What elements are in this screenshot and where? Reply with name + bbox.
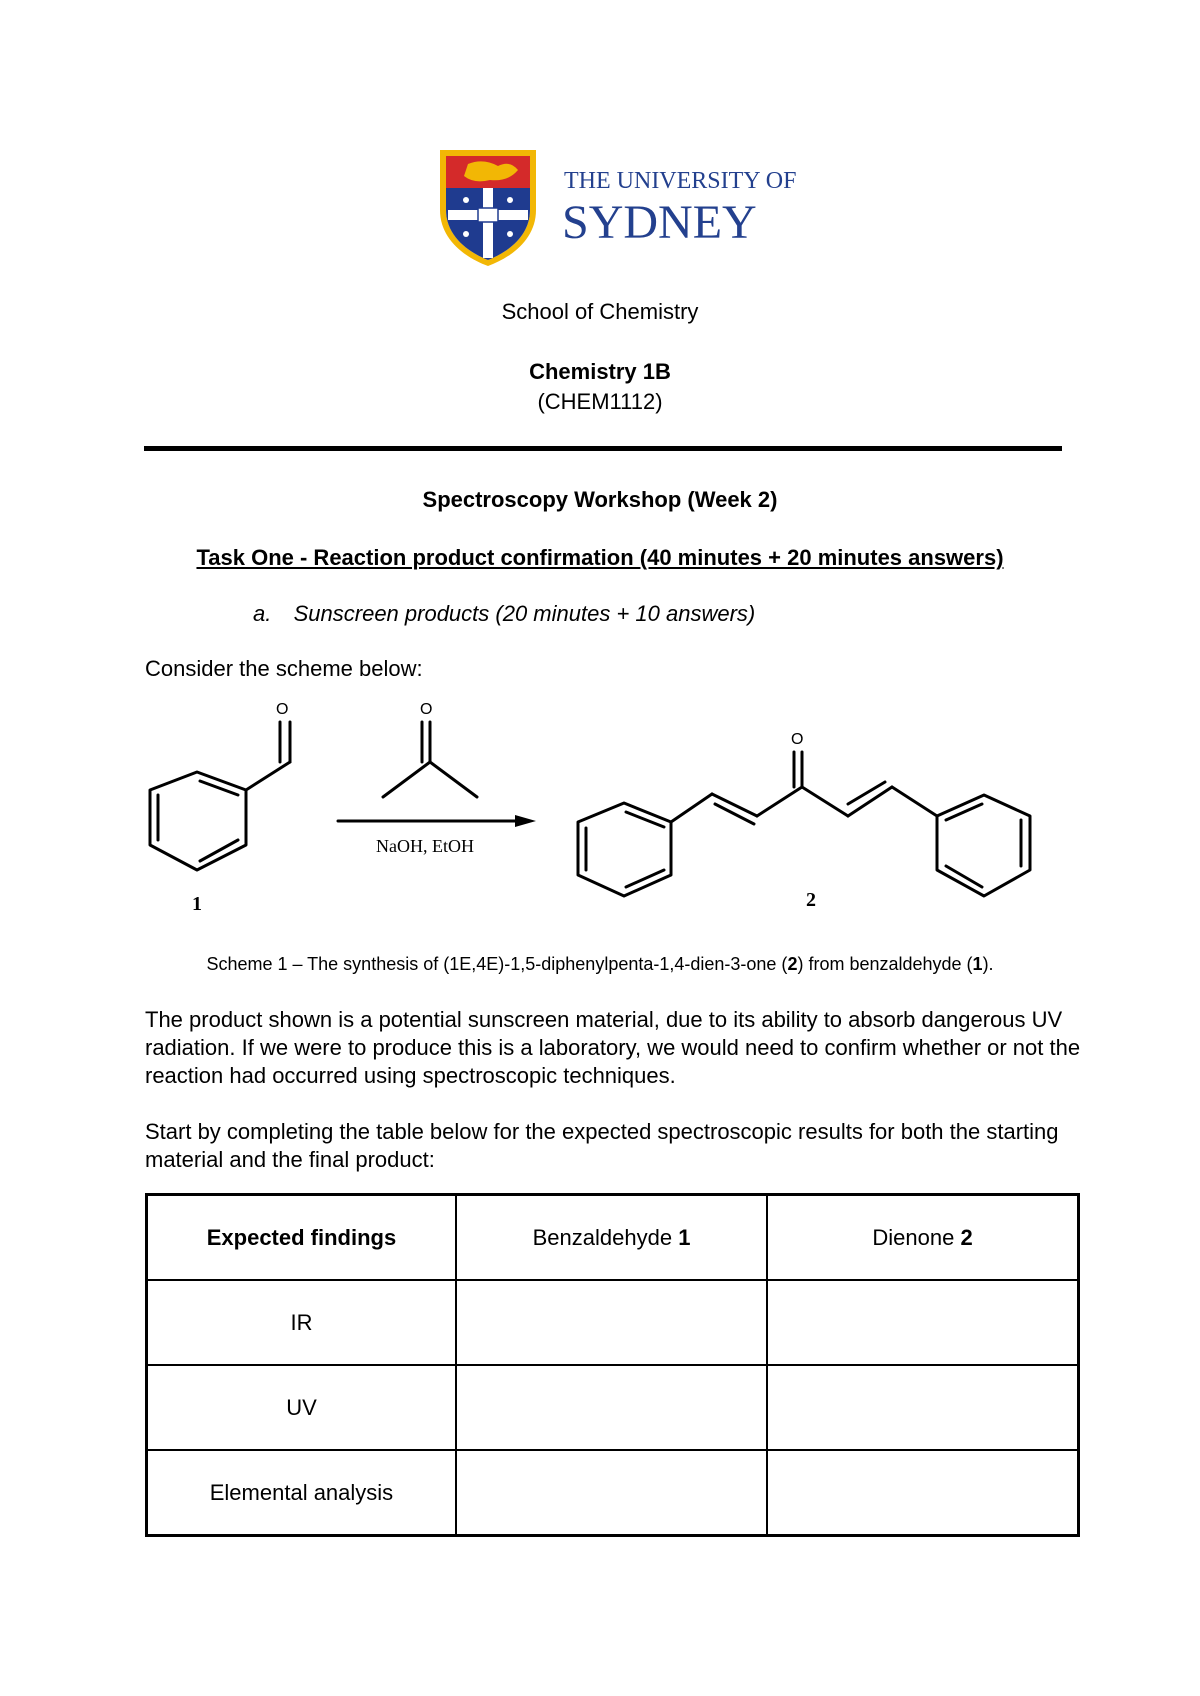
horizontal-rule xyxy=(144,446,1062,451)
subtask-marker: a. xyxy=(253,601,272,626)
header-benzaldehyde: Benzaldehyde 1 xyxy=(456,1195,767,1281)
table-header-row xyxy=(147,1195,1079,1281)
reaction-scheme xyxy=(140,700,1080,920)
caption-prefix: Scheme 1 – The synthesis of (1E,4E)-1,5-diphenylpenta-1,4-dien-3-one ( xyxy=(206,954,788,974)
compound-1-label: 1 xyxy=(192,893,202,915)
course-code: (CHEM1112) xyxy=(537,389,663,414)
caption-product-number: 2 xyxy=(787,954,798,974)
university-crest-icon xyxy=(438,148,797,268)
row-label-elemental-analysis: Elemental analysis xyxy=(147,1450,456,1536)
subtask-text: Sunscreen products (20 minutes + 10 answers) xyxy=(293,601,756,626)
university-name-line2: SYDNEY xyxy=(562,196,757,249)
benzaldehyde-structure xyxy=(150,722,290,870)
oxygen-label-2: O xyxy=(420,701,433,718)
school-name: School of Chemistry xyxy=(501,299,699,324)
reagents-label: NaOH, EtOH xyxy=(376,836,474,856)
table-row xyxy=(147,1450,1079,1536)
row-label-uv: UV xyxy=(147,1365,456,1450)
scheme-intro: Consider the scheme below: xyxy=(145,656,423,681)
answer-cell-dienone-ir[interactable] xyxy=(767,1280,1078,1365)
row-label-ir: IR xyxy=(147,1280,456,1365)
header-expected-findings: Expected findings xyxy=(147,1195,456,1281)
university-name-line1: THE UNIVERSITY OF xyxy=(564,168,797,194)
answer-cell-dienone-uv[interactable] xyxy=(767,1365,1078,1450)
table-row xyxy=(147,1365,1079,1450)
subtask-item xyxy=(253,600,755,628)
paragraph-sunscreen: The product shown is a potential sunscreen material, due to its ability to absorb dangerous UV radiation. If we were to produce this is a laboratory, we would need to confirm whether or not the reaction had occurred using spectroscopic techniques. xyxy=(145,1007,1081,1088)
answer-cell-benzaldehyde-elemental[interactable] xyxy=(456,1450,767,1536)
answer-cell-dienone-elemental[interactable] xyxy=(767,1450,1078,1536)
table-row xyxy=(147,1280,1079,1365)
scheme-caption xyxy=(0,952,1200,976)
caption-start-number: 1 xyxy=(972,954,983,974)
oxygen-label-1: O xyxy=(276,701,289,718)
acetone-structure xyxy=(383,722,477,797)
compound-2-label: 2 xyxy=(806,889,816,911)
oxygen-label-3: O xyxy=(791,731,804,748)
task-heading: Task One - Reaction product confirmation (40 minutes + 20 minutes answers) xyxy=(196,545,1004,570)
answer-cell-benzaldehyde-ir[interactable] xyxy=(456,1280,767,1365)
findings-table xyxy=(145,1193,1080,1537)
header-dienone: Dienone 2 xyxy=(767,1195,1078,1281)
answer-cell-benzaldehyde-uv[interactable] xyxy=(456,1365,767,1450)
workshop-title: Spectroscopy Workshop (Week 2) xyxy=(422,487,778,512)
paragraph-instructions: Start by completing the table below for the expected spectroscopic results for both the starting material and the final product: xyxy=(145,1119,1059,1172)
arrow-head-icon xyxy=(515,815,536,827)
caption-middle: ) from benzaldehyde ( xyxy=(797,954,973,974)
course-title: Chemistry 1B xyxy=(529,359,671,384)
dienone-structure xyxy=(578,752,1030,896)
university-logo xyxy=(438,148,797,268)
caption-suffix: ). xyxy=(982,954,994,974)
